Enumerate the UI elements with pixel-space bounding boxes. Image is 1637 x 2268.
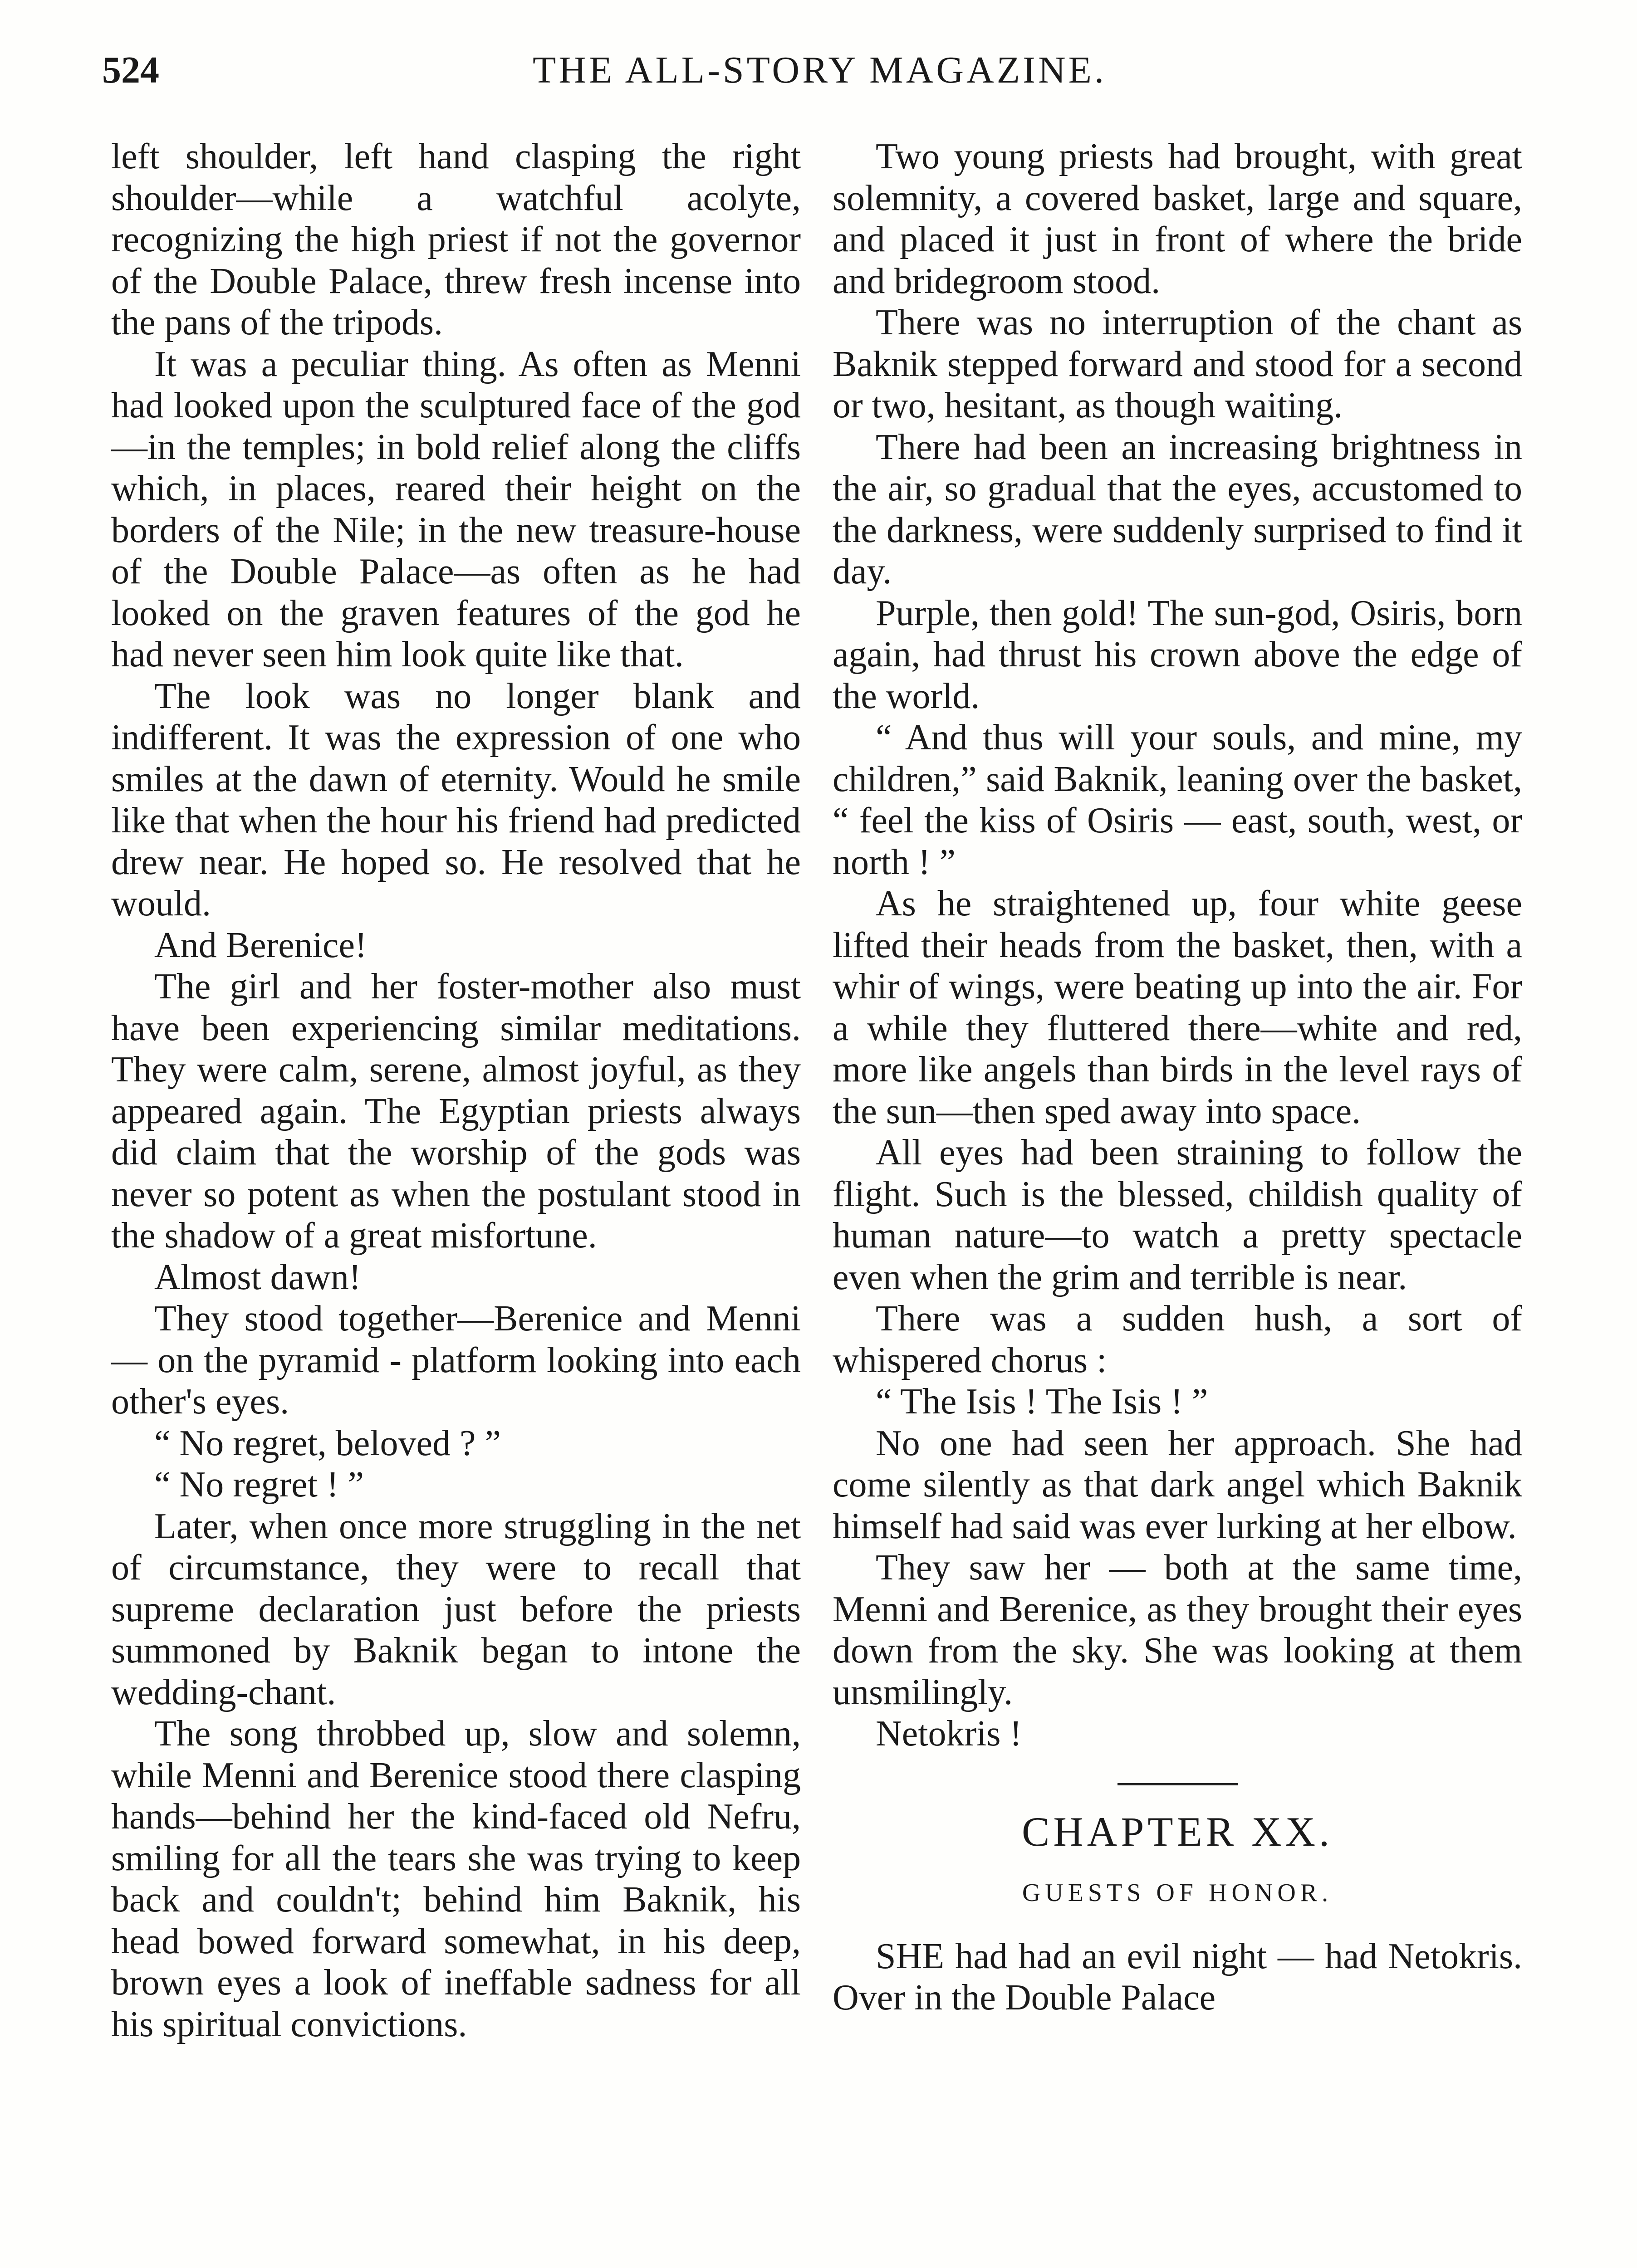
paragraph: As he straightened up, four white geese lifted their heads from the basket, then, with a whir of wings, were beating up into the air. For a while they fluttered there—white and red, more like angels than birds in the level rays of the sun—then sped away into space. bbox=[833, 884, 1522, 1131]
paragraph: They saw her — both at the same time, Menni and Berenice, as they brought their eyes down from the sky. She was looking at them unsmilingly. bbox=[833, 1548, 1522, 1712]
paragraph: Later, when once more struggling in the net of circumstance, they were to recall that supreme declaration just before the priests summoned by Baknik began to intone the wedding-chant. bbox=[111, 1506, 801, 1712]
paragraph: Almost dawn! bbox=[154, 1257, 361, 1297]
paragraph: “ No regret, beloved ? ” bbox=[154, 1423, 501, 1463]
paragraph: “ The Isis ! The Isis ! ” bbox=[876, 1382, 1208, 1422]
paragraph: There had been an increasing brightness in the air, so gradual that the eyes, accustomed to the darkness, were suddenly surprised to find it day. bbox=[833, 427, 1522, 591]
paragraph: And Berenice! bbox=[154, 925, 367, 965]
paragraph: There was a sudden hush, a sort of whispered chorus : bbox=[833, 1299, 1522, 1380]
paragraph: All eyes had been straining to follow the flight. Such is the blessed, childish quality of human nature—to watch a pretty spectacle even when the grim and terrible is near. bbox=[833, 1133, 1522, 1297]
paragraph: left shoulder, left hand clasping the right shoulder—while a watchful acolyte, recognizing the high priest if not the governor of the Double Palace, threw fresh incense into the pans of the tripods. bbox=[111, 137, 801, 342]
section-divider bbox=[1117, 1783, 1238, 1785]
chapter-title: CHAPTER XX. bbox=[1021, 1808, 1333, 1855]
paragraph: It was a peculiar thing. As often as Menni had looked upon the sculptured face of the god—in the temples; in bold relief along the cliffs which, in places, reared their height on the borders of the Nile; in the new treasure-house of the Double Palace—as often as he had looked on the graven features of the god he had never seen him look quite like that. bbox=[111, 344, 801, 675]
left-column bbox=[111, 136, 801, 2045]
paragraph: No one had seen her approach. She had come silently as that dark angel which Baknik himself had said was ever lurking at her elbow. bbox=[833, 1423, 1522, 1546]
right-column bbox=[833, 136, 1522, 2019]
magazine-title: THE ALL-STORY MAGAZINE. bbox=[533, 49, 1107, 91]
chapter-subtitle: GUESTS OF HONOR. bbox=[1022, 1878, 1333, 1907]
paragraph: There was no interruption of the chant as Baknik stepped forward and stood for a second or two, hesitant, as though waiting. bbox=[833, 303, 1522, 425]
paragraph: They stood together—Berenice and Menni — on the pyramid - platform looking into each other's eyes. bbox=[111, 1299, 801, 1422]
paragraph: Purple, then gold! The sun-god, Osiris, born again, had thrust his crown above the edge of the world. bbox=[833, 593, 1522, 716]
paragraph: “ And thus will your souls, and mine, my children,” said Baknik, leaning over the basket, “ feel the kiss of Osiris — east, south, west, or north ! ” bbox=[833, 718, 1522, 882]
paragraph: The song throbbed up, slow and solemn, while Menni and Berenice stood there clasping hands—behind her the kind-faced old Nefru, smiling for all the tears she was trying to keep back and couldn't; behind him Baknik, his head bowed forward somewhat, in his deep, brown eyes a look of ineffable sadness for all his spiritual convictions. bbox=[111, 1714, 801, 2044]
paragraph: Two young priests had brought, with great solemnity, a covered basket, large and square, and placed it just in front of where the bride and bridegroom stood. bbox=[833, 137, 1522, 301]
paragraph: “ No regret ! ” bbox=[154, 1465, 364, 1505]
page-number: 524 bbox=[102, 49, 159, 91]
paragraph: Netokris ! bbox=[876, 1714, 1022, 1754]
chapter-opening: SHE had had an evil night — had Netokris. Over in the Double Palace bbox=[833, 1936, 1522, 2018]
paragraph: The look was no longer blank and indifferent. It was the expression of one who smiles at the dawn of eternity. Would he smile like that when the hour his friend had predicted drew near. He hoped so. He resolved that he would. bbox=[111, 676, 801, 924]
paragraph: The girl and her foster-mother also must have been experiencing similar meditations. They were calm, serene, almost joyful, as they appeared again. The Egyptian priests always did claim that the worship of the gods was never so potent as when the postulant stood in the shadow of a great misfortune. bbox=[111, 967, 801, 1256]
page-header bbox=[102, 43, 1537, 98]
